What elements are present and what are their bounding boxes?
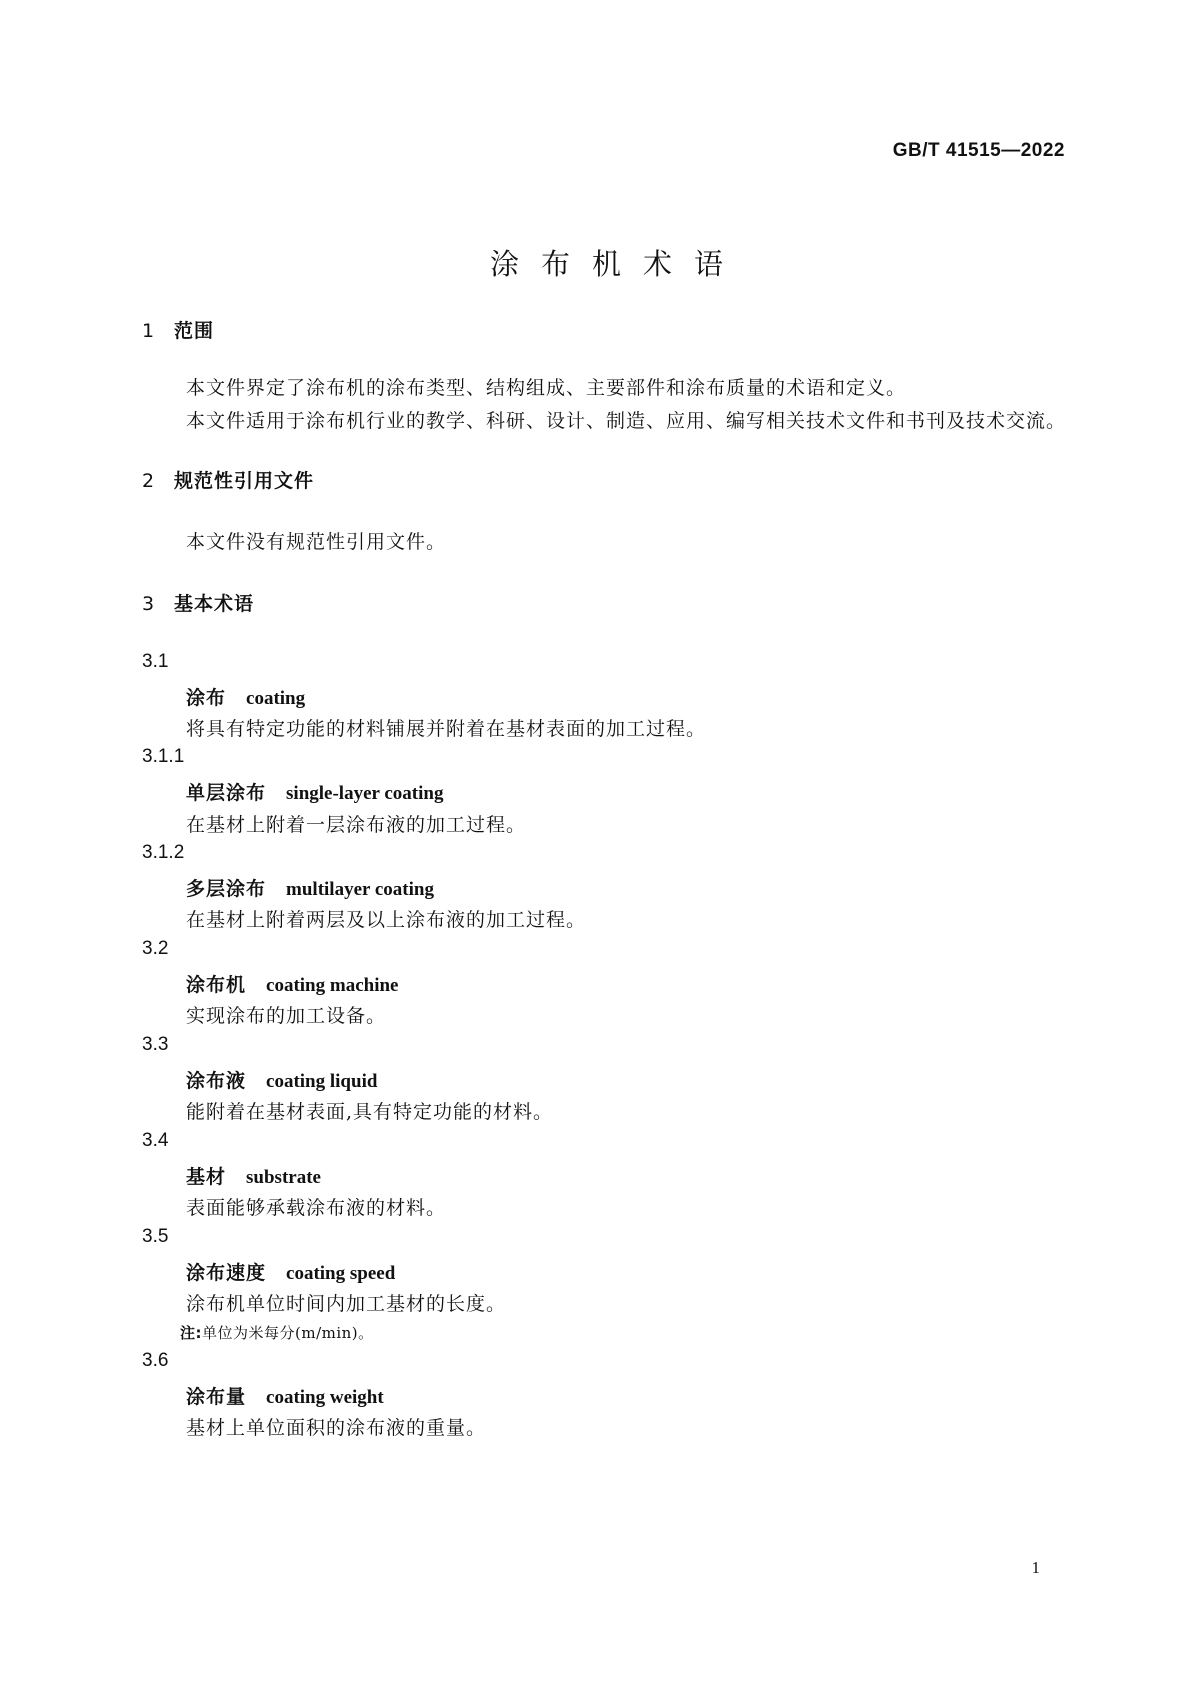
term-english: multilayer coating [286, 879, 434, 900]
section-label: 规范性引用文件 [174, 470, 315, 492]
term-english: coating speed [286, 1263, 396, 1284]
paragraph: 本文件没有规范性引用文件。 [186, 531, 447, 553]
term-heading [186, 1258, 395, 1285]
section-heading-scope [142, 316, 214, 343]
term-chinese: 多层涂布 [186, 878, 267, 900]
term-number: 3.1.2 [142, 842, 185, 863]
term-chinese: 涂布量 [186, 1386, 247, 1408]
note-text: 单位为米每分(m/min)。 [202, 1324, 374, 1342]
term-heading [186, 1162, 321, 1189]
term-heading [186, 1382, 384, 1409]
term-english: coating liquid [266, 1071, 378, 1092]
section-heading-basic-terms [142, 589, 254, 616]
term-number: 3.5 [142, 1226, 169, 1247]
term-english: coating weight [266, 1387, 384, 1408]
term-number: 3.4 [142, 1130, 169, 1151]
section-number: 3 [142, 593, 155, 615]
term-english: substrate [246, 1167, 321, 1188]
paragraph: 本文件界定了涂布机的涂布类型、结构组成、主要部件和涂布质量的术语和定义。 [186, 377, 907, 399]
term-english: single-layer coating [286, 783, 444, 804]
term-chinese: 单层涂布 [186, 782, 267, 804]
term-heading [186, 683, 305, 710]
term-number: 3.2 [142, 938, 169, 959]
section-label: 范围 [174, 320, 215, 342]
page-number: 1 [1031, 1558, 1040, 1577]
term-number: 3.1.1 [142, 746, 185, 767]
term-definition: 在基材上附着两层及以上涂布液的加工过程。 [186, 909, 587, 931]
term-number: 3.3 [142, 1034, 169, 1055]
term-definition: 在基材上附着一层涂布液的加工过程。 [186, 814, 527, 836]
term-heading [186, 778, 443, 805]
term-definition: 能附着在基材表面,具有特定功能的材料。 [186, 1101, 554, 1123]
term-chinese: 涂布机 [186, 974, 247, 996]
document-title: 涂布机术语 [489, 247, 745, 281]
term-definition: 涂布机单位时间内加工基材的长度。 [186, 1293, 507, 1315]
term-chinese: 涂布速度 [186, 1262, 267, 1284]
section-number: 1 [142, 320, 155, 342]
section-number: 2 [142, 470, 155, 492]
paragraph: 本文件适用于涂布机行业的教学、科研、设计、制造、应用、编写相关技术文件和书刊及技术交流。 [186, 410, 1067, 432]
term-english: coating machine [266, 975, 399, 996]
term-definition: 基材上单位面积的涂布液的重量。 [186, 1417, 487, 1439]
term-note [180, 1322, 374, 1343]
term-heading [186, 970, 398, 997]
term-number: 3.6 [142, 1350, 169, 1371]
term-chinese: 基材 [186, 1166, 227, 1188]
term-heading [186, 874, 434, 901]
term-heading [186, 1066, 377, 1093]
term-chinese: 涂布 [186, 687, 227, 709]
term-number: 3.1 [142, 651, 169, 672]
note-label: 注: [180, 1324, 202, 1342]
term-definition: 将具有特定功能的材料铺展并附着在基材表面的加工过程。 [186, 718, 707, 740]
section-heading-normative-references [142, 466, 314, 493]
term-definition: 表面能够承载涂布液的材料。 [186, 1197, 447, 1219]
term-definition: 实现涂布的加工设备。 [186, 1005, 387, 1027]
term-english: coating [246, 688, 306, 709]
standard-number: GB/T 41515—2022 [892, 140, 1065, 161]
term-chinese: 涂布液 [186, 1070, 247, 1092]
section-label: 基本术语 [174, 593, 255, 615]
